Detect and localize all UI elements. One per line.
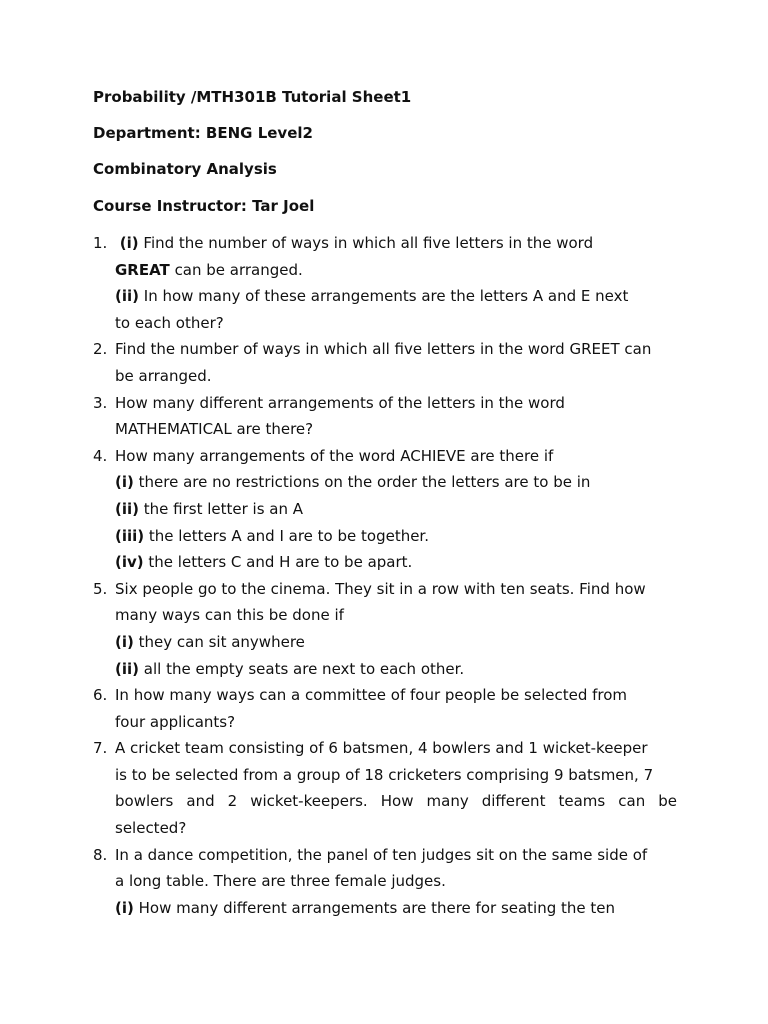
question-line [115, 656, 677, 683]
question-3 [93, 390, 677, 443]
question-line [115, 629, 677, 656]
question-8 [93, 842, 677, 922]
part-label: (i) [119, 234, 139, 252]
question-text: the first letter is an A [139, 499, 304, 518]
topic-heading: Combinatory Analysis [93, 160, 277, 178]
question-number: 2. [93, 340, 108, 359]
part-label: (iii) [115, 526, 145, 545]
question-6 [93, 682, 677, 735]
part-label: (i) [115, 632, 134, 651]
question-text: all the empty seats are next to each other. [139, 659, 465, 678]
question-text: A cricket team consisting of 6 batsmen, 4 bowlers and 1 wicket-keeper [115, 739, 648, 758]
question-5 [93, 576, 677, 682]
question-list [93, 230, 677, 921]
question-text: many ways can this be done if [115, 606, 344, 625]
instructor-line: Course Instructor: Tar Joel [93, 197, 315, 215]
question-4 [93, 443, 677, 576]
question-text: four applicants? [115, 712, 236, 731]
question-number: 4. [93, 446, 108, 465]
question-number: 5. [93, 579, 108, 598]
part-label: (ii) [115, 287, 139, 306]
question-number: 6. [93, 686, 108, 705]
question-line [115, 257, 677, 284]
question-number: 8. [93, 845, 108, 864]
part-label: (ii) [115, 659, 139, 678]
question-line [115, 283, 677, 310]
question-text: selected? [115, 819, 187, 838]
question-7 [93, 735, 677, 841]
question-text: there are no restrictions on the order the letters are to be in [133, 473, 591, 492]
question-number: 3. [93, 393, 108, 412]
question-text: bowlers and 2 wicket-keepers. How many different teams can be [115, 792, 677, 811]
question-text: MATHEMATICAL are there? [115, 420, 314, 439]
department-line: Department: BENG Level2 [93, 124, 313, 142]
question-text: In how many ways can a committee of four people be selected from [115, 686, 628, 705]
question-text: In a dance competition, the panel of ten judges sit on the same side of [115, 845, 648, 864]
question-text: the letters A and I are to be together. [144, 526, 429, 545]
question-line [115, 230, 677, 257]
question-text: the letters C and H are to be apart. [143, 553, 413, 572]
question-text: In how many of these arrangements are the letters A and E next [139, 287, 629, 306]
part-label: (i) [115, 898, 134, 917]
question-text: to each other? [115, 313, 224, 332]
question-text: Six people go to the cinema. They sit in a row with ten seats. Find how [115, 579, 646, 598]
question-text: How many different arrangements are there for seating the ten [133, 898, 616, 917]
question-text: Find the number of ways in which all five letters in the word GREET can [115, 340, 652, 359]
sheet-title: Probability /MTH301B Tutorial Sheet1 [93, 88, 412, 106]
question-line [115, 549, 677, 576]
question-line [115, 496, 677, 523]
question-1 [93, 230, 677, 336]
question-number: 1. [93, 234, 108, 252]
question-text: How many arrangements of the word ACHIEVE are there if [115, 446, 554, 465]
question-text: be arranged. [115, 366, 212, 385]
question-number: 7. [93, 739, 108, 758]
question-text: a long table. There are three female judges. [115, 872, 446, 891]
question-text: How many different arrangements of the letters in the word [115, 393, 565, 412]
part-label: (ii) [115, 499, 139, 518]
question-line [115, 523, 677, 550]
question-text: Find the number of ways in which all five letters in the word [138, 234, 594, 252]
part-label: (i) [115, 473, 134, 492]
question-line [115, 469, 677, 496]
emphasized-word: GREAT [115, 260, 170, 279]
question-2 [93, 336, 677, 389]
question-text: is to be selected from a group of 18 cricketers comprising 9 batsmen, 7 [115, 765, 654, 784]
question-text: they can sit anywhere [133, 632, 305, 651]
part-label: (iv) [115, 553, 144, 572]
question-line [115, 895, 677, 922]
question-text: can be arranged. [169, 260, 303, 279]
